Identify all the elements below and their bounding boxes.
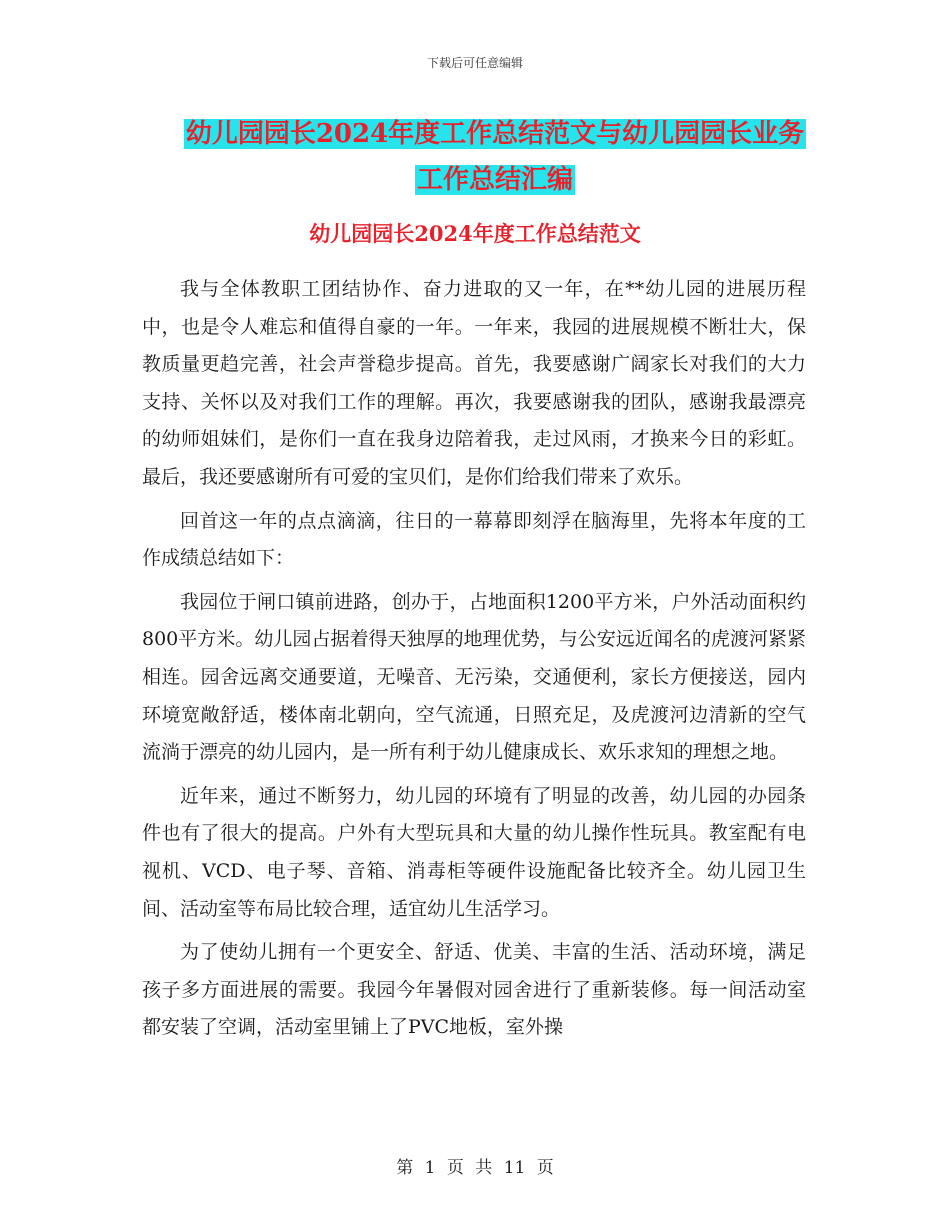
page-footer: 第 1 页 共 11 页 — [396, 1158, 554, 1178]
document-title-line-1: 幼儿园园长2024年度工作总结范文与幼儿园园长业务 — [185, 119, 805, 149]
body-text — [142, 271, 806, 1053]
header-note: 下载后可任意编辑 — [426, 56, 523, 70]
paragraph-4: 近年来，通过不断努力，幼儿园的环境有了明显的改善，幼儿园的办园条件也有了很大的提高。户外有大型玩具和大量的幼儿操作性玩具。教室配有电视机、VCD、电子琴、音箱、消毒柜等硬件设施配备比较齐全。幼儿园卫生间、活动室等布局比较合理，适宜幼儿生活学习。 — [142, 784, 806, 920]
paragraph-2: 回首这一年的点点滴滴，往日的一幕幕即刻浮在脑海里，先将本年度的工作成绩总结如下： — [142, 509, 806, 570]
paragraph-5: 为了使幼儿拥有一个更安全、舒适、优美、丰富的生活、活动环境，满足孩子多方面进展的需要。我园今年暑假对园舍进行了重新装修。每一间活动室都安装了空调，活动室里铺上了PVC地板，室外操 — [142, 941, 806, 1039]
section-title: 幼儿园园长2024年度工作总结范文 — [309, 221, 641, 246]
paragraph-3: 我园位于闸口镇前进路，创办于，占地面积1200平方米，户外活动面积约800平方米。幼儿园占据着得天独厚的地理优势，与公安远近闻名的虎渡河紧紧相连。园舍远离交通要道，无噪音、无污染，交通便利，家长方便接送，园内环境宽敞舒适，楼体南北朝向，空气流通，日照充足，及虎渡河边清新的空气流淌于漂亮的幼儿园内，是一所有利于幼儿健康成长、欢乐求知的理想之地。 — [142, 590, 806, 764]
document-title-line-2: 工作总结汇编 — [416, 165, 573, 195]
document-title — [150, 111, 840, 203]
paragraph-1: 我与全体教职工团结协作、奋力进取的又一年，在**幼儿园的进展历程中，也是令人难忘和值得自豪的一年。一年来，我园的进展规模不断壮大，保教质量更趋完善，社会声誉稳步提高。首先，我要感谢广阔家长对我们的大力支持、关怀以及对我们工作的理解。再次，我要感谢我的团队，感谢我最漂亮的幼师姐妹们，是你们一直在我身边陪着我，走过风雨，才换来今日的彩虹。最后，我还要感谢所有可爱的宝贝们，是你们给我们带来了欢乐。 — [142, 278, 806, 488]
